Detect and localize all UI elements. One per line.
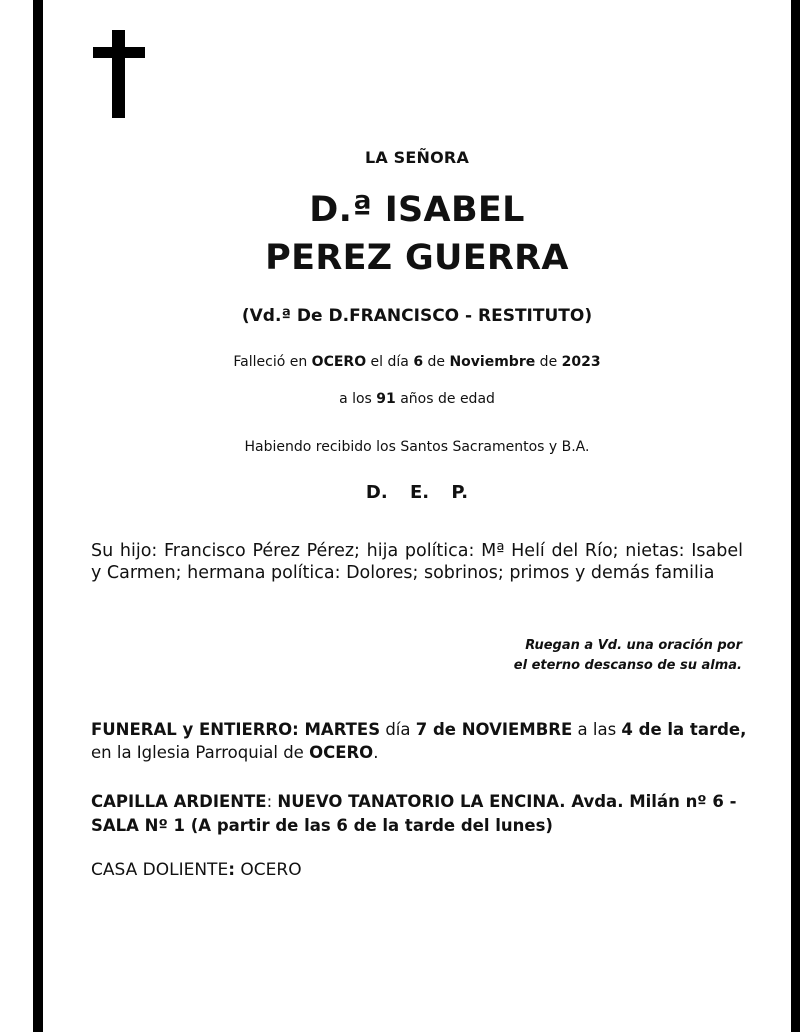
age-years: 91: [376, 391, 396, 407]
deceased-name-line2: PEREZ GUERRA: [265, 238, 569, 278]
chapel-line2: SALA Nº 1 (A partir de las 6 de la tarde del lunes): [91, 816, 553, 835]
latin-cross-icon: [93, 30, 145, 118]
death-info: Falleció en OCERO el día 6 de Noviembre de 2023: [233, 354, 601, 370]
death-year: 2023: [561, 354, 601, 370]
death-month: Noviembre: [449, 354, 536, 370]
prayer-line2: el eterno descanso de su alma.: [513, 658, 742, 673]
funeral-info: FUNERAL y ENTIERRO: MARTES día 7 de NOVIEMBRE a las 4 de la tarde, en la Iglesia Parroquial de OCERO.: [91, 720, 747, 762]
heading-la-senora: LA SEÑORA: [364, 148, 470, 167]
chapel-line1: NUEVO TANATORIO LA ENCINA. Avda. Milán nº 6 -: [277, 792, 737, 811]
death-day: 6: [413, 354, 424, 370]
funeral-label: FUNERAL y ENTIERRO: MARTES: [91, 720, 381, 739]
right-border: [791, 0, 800, 1032]
family-paragraph: Su hijo: Francisco Pérez Pérez; hija política: Mª Helí del Río; nietas: Isabel y Carmen; hermana política: Dolores; sobrinos; primos y demás familia: [91, 541, 743, 583]
house-place: OCERO: [235, 860, 302, 880]
prayer-request: [440, 636, 742, 676]
rip-text: D. E. P.: [365, 482, 469, 503]
death-place: OCERO: [311, 354, 367, 370]
funeral-date: 7 de NOVIEMBRE: [415, 720, 573, 739]
deceased-name-line1: D.ª ISABEL: [309, 190, 525, 230]
prayer-line1: Ruegan a Vd. una oración por: [525, 638, 742, 653]
house-label: CASA DOLIENTE: [91, 860, 229, 880]
sacraments-text: Habiendo recibido los Santos Sacramentos y B.A.: [244, 439, 590, 455]
widow-of: (Vd.ª De D.FRANCISCO - RESTITUTO): [241, 306, 593, 326]
left-border: [33, 0, 43, 1032]
house-info: CASA DOLIENTE: OCERO: [91, 860, 302, 880]
funeral-time: 4 de la tarde,: [621, 720, 747, 739]
chapel-label: CAPILLA ARDIENTE: [91, 792, 267, 811]
age-info: a los 91 años de edad: [339, 391, 495, 407]
funeral-place: OCERO: [309, 743, 374, 762]
chapel-info: CAPILLA ARDIENTE: NUEVO TANATORIO LA ENCINA. Avda. Milán nº 6 - SALA Nº 1 (A partir de las 6 de la tarde del lunes): [91, 790, 761, 838]
